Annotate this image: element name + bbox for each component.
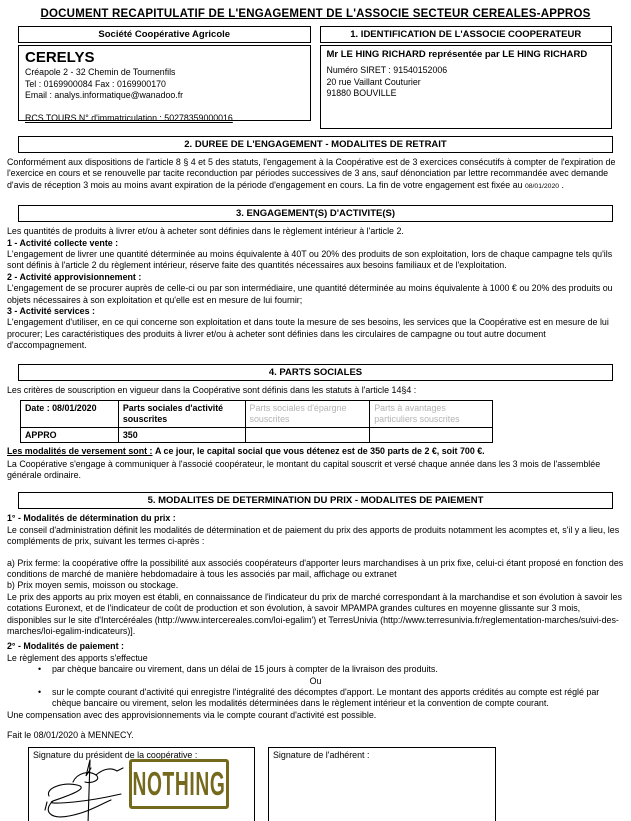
section-5-header: 5. MODALITES DE DETERMINATION DU PRIX - MODALITES DE PAIEMENT [18, 492, 613, 509]
section-2-body [7, 157, 624, 192]
member-box [320, 45, 613, 129]
section-2-header: 2. DUREE DE L'ENGAGEMENT - MODALITES DE RETRAIT [18, 136, 613, 153]
section-4-note: La Coopérative s'engage à communiquer à l'associé coopérateur, le montant du capital souscrit et versé chaque année dans les 3 mois de l'assemblée générale ordinaire. [7, 458, 601, 480]
member-column [320, 26, 613, 129]
table-row [21, 428, 493, 443]
paiement-bullet-2: • sur le compte courant d'activité qui enregistre l'intégralité des décomptes d'apport. Le montant des apports crédités au compte est réglé par chèque bancaire ou virement, selon les modalités déterminées dans le règlement intérieur et la convention de compte courant. [0, 687, 624, 710]
document-title: DOCUMENT RECAPITULATIF DE L'ENGAGEMENT DE L'ASSOCIE SECTEUR CEREALES-APPROS [40, 8, 591, 20]
activity-2-title: 2 - Activité approvisionnement : [7, 271, 142, 282]
president-signature-box [28, 747, 255, 821]
nothing-stamp [129, 759, 229, 809]
adherent-signature-box [268, 747, 496, 821]
prix-item-a: a) Prix ferme: la coopérative offre la possibilité aux associés coopérateurs d'apporter leurs marchandises à un prix fixe, celui-ci étant proposé en fonction des conditions de marché de manière hebdomadaire à tous les associés par mail, affichage ou extranet [7, 557, 624, 579]
president-signature-label: Signature du président de la coopérative : [33, 749, 198, 760]
row-label: APPRO [21, 428, 119, 443]
president-signature-scribble [33, 758, 133, 821]
cooperative-rcs: RCS TOURS N° d'immatriculation : 50278359000016 [25, 112, 233, 123]
member-box-header: 1. IDENTIFICATION DE L'ASSOCIE COOPERATEUR [320, 26, 613, 43]
col-avantages-header: Parts à avantages particuliers souscrites [370, 401, 493, 428]
cooperative-column [18, 26, 311, 129]
table-header-row [21, 401, 493, 428]
section-3-header: 3. ENGAGEMENT(S) D'ACTIVITE(S) [18, 205, 613, 222]
cooperative-address: Créapole 2 - 32 Chemin de Tournenfils [25, 67, 176, 77]
member-street: 20 rue Vaillant Couturier [326, 76, 421, 87]
versement-line [7, 446, 624, 457]
section-4-intro: Les critères de souscription en vigueur dans la Coopérative sont définis dans les statuts à l'article 14§4 : [7, 384, 417, 395]
cooperative-name: CERELYS [25, 49, 95, 66]
prix-title: 1° - Modalités de détermination du prix : [7, 513, 176, 524]
row-epargne-value [245, 428, 370, 443]
parts-sociales-table [20, 400, 493, 443]
prix-body: Le conseil d'administration définit les modalités de détermination et de paiement du prix des apports de produits notamment les acomptes et, s'il y a lieu, les compléments de prix, suivant les termes ci-après : [7, 524, 620, 547]
row-avantages-value [370, 428, 493, 443]
member-city: 91880 BOUVILLE [326, 88, 397, 98]
col-epargne-header: Parts sociales d'épargne souscrites [245, 401, 370, 428]
member-name: Mr LE HING RICHARD représentée par LE HING RICHARD [326, 49, 588, 60]
adherent-signature-label: Signature de l'adhérent : [273, 749, 370, 760]
activity-3-body: L'engagement d'utiliser, en ce qui concerne son exploitation et dans toute la mesure de ses besoins, les services que la Coopérative est en mesure de lui procurer; Les caractéristiques des produits à livrer et/ou à acheter sont définies dans les circulaires de campagne ou tout autre document d'accompagnement. [7, 317, 609, 351]
fait-le-line: Fait le 08/01/2020 à MENNECY. [7, 730, 134, 741]
paiement-bullet-1: • par chèque bancaire ou virement, dans un délai de 15 jours à compter de la livraison des produits. [0, 664, 624, 675]
paiement-ou: Ou [309, 675, 322, 686]
section-3-intro: Les quantités de produits à livrer et/ou à acheter sont définies dans le règlement intérieur à l'article 2. [7, 226, 404, 237]
section-3-body [7, 226, 624, 351]
engagement-end-date: 08/01/2020 [524, 182, 560, 190]
prix-item-b: b) Prix moyen semis, moisson ou stockage. [7, 580, 179, 591]
row-activite-value: 350 [118, 428, 245, 443]
section-2-text: Conformément aux dispositions de l'article 8 § 4 et 5 des statuts, l'engagement à la Coopérative est de 3 exercices consécutifs à compter de l'expiration de l'exercice en cours et se renouvelle par tacite reconduction par périodes successives de 3 ans, sauf dénonciation par lettre recommandée avec demande d'avis de réception 3 mois au moins avant expiration de la période d'engagement en cours. La fin de votre engagement est fixée au [7, 157, 616, 190]
paiement-title: 2° - Modalités de paiement : [7, 641, 124, 652]
activity-2-body: L'engagement de se procurer auprès de celle-ci ou par son intermédiaire, une quantité déterminée au moins équivalente à 1000 € ou 20% des produits ou objets nécessaires à son exploitation et qu'elle est en mesure de lui fournir; [7, 283, 613, 305]
cooperative-tel-fax: Tel : 0169900084 Fax : 0169900170 [25, 78, 166, 89]
section-4-header: 4. PARTS SOCIALES [18, 364, 613, 381]
versement-value: A ce jour, le capital social que vous détenez est de 350 parts de 2 €, soit 700 €. [154, 446, 485, 457]
cooperative-box [18, 45, 311, 121]
section-5-body [7, 513, 624, 664]
activity-1-body: L'engagement de livrer une quantité déterminée au moins équivalente à 40T ou 20% des produits de son exploitation, lors de chaque campagne tels qu'ils sont définis à l'article 2 du règlement intérieur, réserve faite des quantités nécessaires aux besoins familiaux et de l'exploitation. [7, 249, 613, 271]
activity-1-title: 1 - Activité collecte vente : [7, 237, 119, 248]
paiement-intro: Le règlement des apports s'effectue [7, 652, 148, 663]
member-siret: Numéro SIRET : 91540152006 [326, 65, 448, 75]
compensation-line: Une compensation avec des approvisionnements via le compte courant d'activité est possible. [7, 709, 377, 720]
nothing-stamp-text: NOTHING [132, 764, 226, 803]
col-date-header: Date : 08/01/2020 [21, 401, 119, 428]
col-activite-header: Parts sociales d'activité souscrites [118, 401, 245, 428]
section-2-suffix: . [559, 179, 564, 190]
prix-item-b-body: Le prix des apports au prix moyen est établi, en connaissance de l'indicateur du prix de marché correspondant à la marchandise et son évolution à savoir les cotations Euronext, et de l'indicateur de coût de production et son évolution, à savoir MPAMPA grandes cultures en moyenne glissante sur 3 mois, disponibles sur le site d'Intercéréales (http://www.intercereales.com/loi-egalim') et TerresUnivia (http://www.terresunivia.fr/reglementation-marches/suivi-des-marches/loi-egalim-indicateurs)]. [7, 591, 622, 636]
identification-row [18, 26, 612, 129]
cooperative-box-header: Société Coopérative Agricole [18, 26, 311, 43]
signature-row [28, 747, 631, 821]
cooperative-email: Email : analys.informatique@wanadoo.fr [25, 90, 184, 100]
activity-3-title: 3 - Activité services : [7, 306, 95, 317]
versement-label: Les modalités de versement sont : [7, 446, 153, 457]
